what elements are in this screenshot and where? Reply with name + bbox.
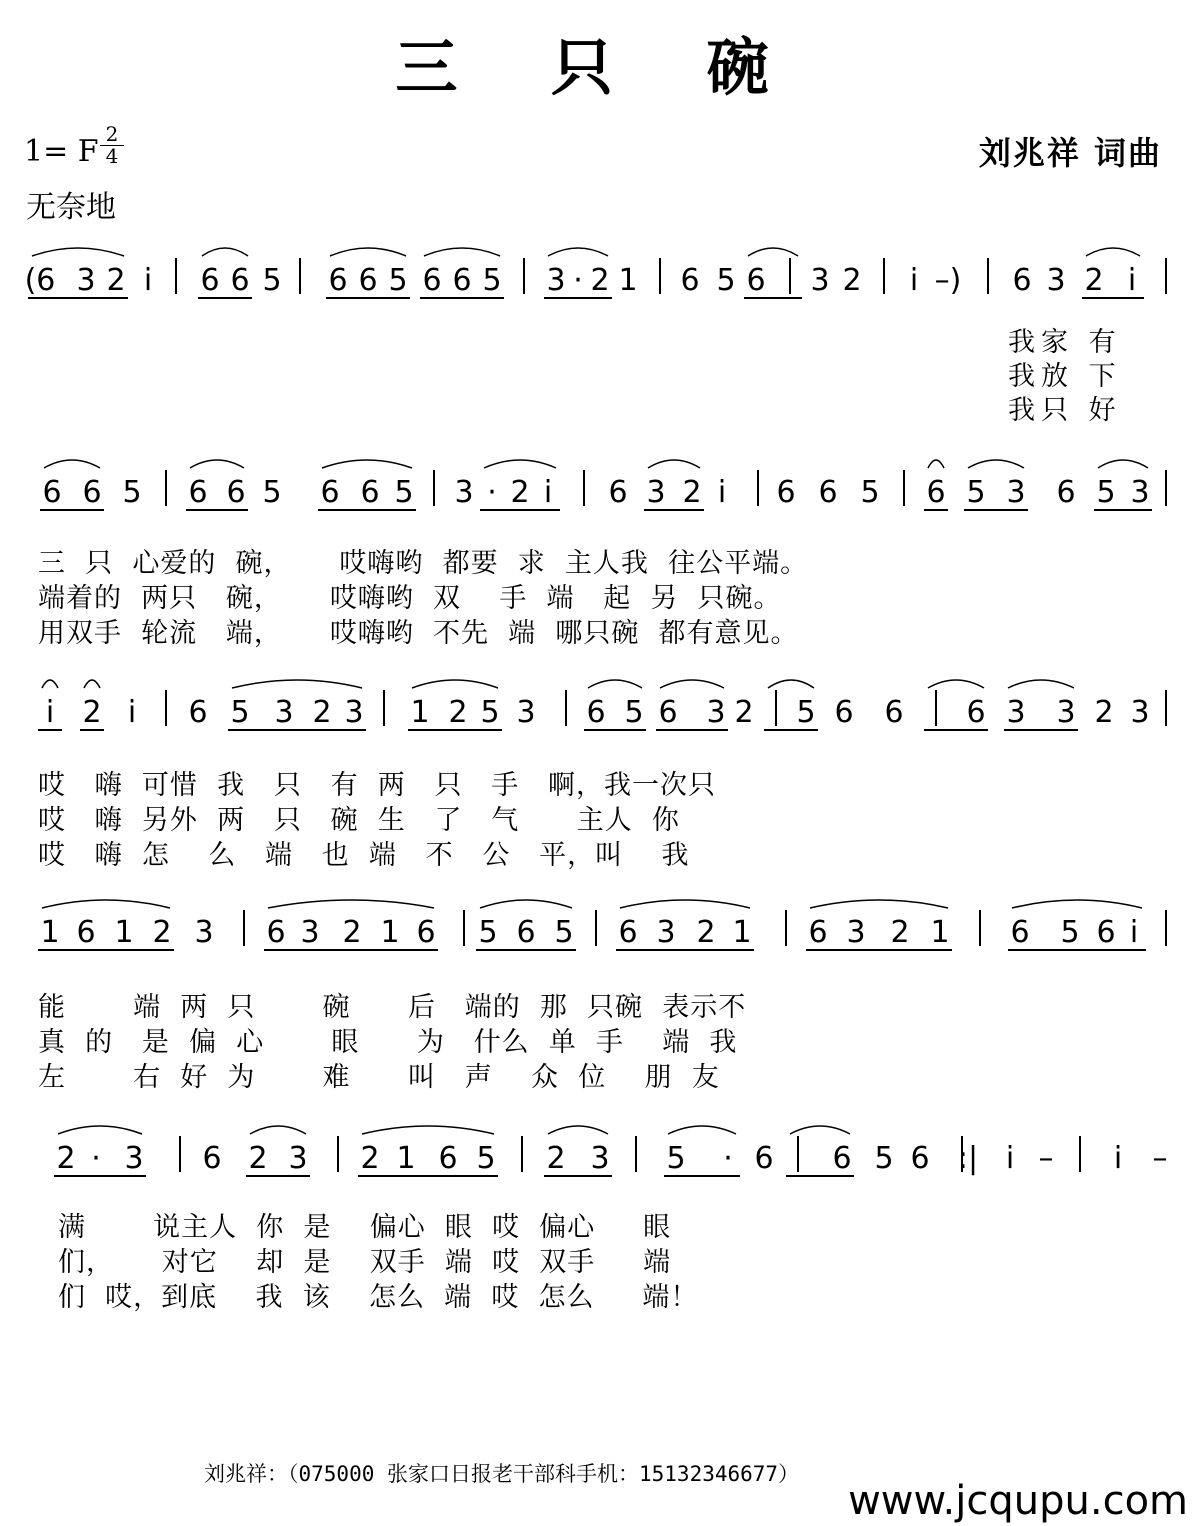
note: 5 [860, 475, 880, 510]
note: 3 [1006, 695, 1026, 730]
note: 6 [76, 915, 96, 950]
note: 3 [124, 1141, 144, 1176]
slur [660, 680, 724, 688]
note: 3 [1046, 263, 1066, 298]
note: 5 [624, 695, 644, 730]
note: 6 [188, 475, 208, 510]
tempo-marking: 无奈地 [26, 190, 116, 225]
slur [1086, 248, 1140, 256]
note: 5 [874, 1141, 894, 1176]
note: 3 [1056, 695, 1076, 730]
note: i [45, 695, 55, 730]
note: 5 [554, 915, 574, 950]
lyric-r3-v1: 哎 嗨 可惜 我 只 有 两 只 手 啊，我一次只 [38, 770, 716, 801]
lyric-r1-v3: 我只 好 [1008, 395, 1122, 426]
note: 3 [1006, 475, 1026, 510]
note: 5 [482, 263, 502, 298]
note: 3 [706, 695, 726, 730]
note: 6 [230, 263, 250, 298]
time-signature [100, 124, 124, 166]
note: i [543, 475, 553, 510]
note: 1 [114, 915, 134, 950]
note: 2 [842, 263, 862, 298]
slur [480, 900, 572, 908]
note: 6 [416, 915, 436, 950]
note: 2 [106, 263, 126, 298]
lyric-r5-v2: 们， 对它 却 是 双手 端 哎 双手 端 [58, 1247, 672, 1278]
slur [548, 248, 608, 256]
note: 6 [328, 263, 348, 298]
note: 2 [56, 1141, 76, 1176]
slur [548, 1126, 608, 1134]
note: 6 [926, 475, 946, 510]
note: i [143, 263, 153, 298]
note: 2 [510, 475, 530, 510]
slur [424, 248, 500, 256]
note: 5 [1060, 915, 1080, 950]
note: 1 [380, 915, 400, 950]
slur [42, 900, 170, 908]
note: 3 [846, 915, 866, 950]
note: 3 [274, 695, 294, 730]
slur [668, 1126, 736, 1134]
note: 3 [1130, 695, 1150, 730]
note: 6 [680, 263, 700, 298]
key-signature: 1= F [24, 134, 99, 169]
note: 3 [1130, 475, 1150, 510]
slur [790, 1126, 850, 1134]
note: 2 [682, 475, 702, 510]
slur [1012, 900, 1142, 908]
note: 6 [818, 475, 838, 510]
note: –) [934, 263, 962, 298]
note: 3 [300, 915, 320, 950]
note: 6 [202, 1141, 222, 1176]
note: 6 [422, 263, 442, 298]
note: 1 [732, 915, 752, 950]
lyric-r5-v1: 满 说主人 你 是 偏心 眼 哎 偏心 眼 [58, 1212, 672, 1243]
note: 1 [930, 915, 950, 950]
note: (6 [24, 263, 56, 298]
note: 5 [716, 263, 736, 298]
note: 6 [452, 263, 472, 298]
note: – [1038, 1141, 1054, 1176]
lyric-r1-v1: 我家 有 [1008, 327, 1122, 358]
note: 6 [188, 695, 208, 730]
note: 6 [808, 915, 828, 950]
note: 5 [230, 695, 250, 730]
note: 2 [82, 695, 102, 730]
slur [362, 1126, 494, 1134]
note: 5 [262, 475, 282, 510]
note: 6 [266, 915, 286, 950]
slur [648, 460, 700, 468]
note: 5 [478, 915, 498, 950]
note: 6 [834, 695, 854, 730]
note: 1 [40, 915, 60, 950]
lyric-r3-v3: 哎 嗨 怎 么 端 也 端 不 公 平，叫 我 [38, 840, 690, 871]
note: 2 [312, 695, 332, 730]
score-row-4 [0, 902, 1200, 972]
slur [58, 1126, 142, 1134]
note: 5 [394, 475, 414, 510]
note: i [1127, 263, 1137, 298]
note: 2 [734, 695, 754, 730]
note: 3 [546, 263, 566, 298]
score-row-3 [0, 682, 1200, 752]
note: 3 [344, 695, 364, 730]
note: 6 [320, 475, 340, 510]
note: 6 [746, 263, 766, 298]
note: 6 [754, 1141, 774, 1176]
note: 3 [656, 915, 676, 950]
slur [1008, 680, 1074, 688]
note: 2 [590, 263, 610, 298]
slur [202, 248, 248, 256]
contact-footer: 刘兆祥：（075000 张家口日报老干部科手机：15132346677） [204, 1462, 800, 1486]
note: 1 [410, 695, 430, 730]
note: 6 [1010, 915, 1030, 950]
note: – [1152, 1141, 1168, 1176]
note: 5 [388, 263, 408, 298]
slur [42, 680, 58, 688]
note: 2 [152, 915, 172, 950]
lyric-r5-v3: 们 哎，到底 我 该 怎么 端 哎 怎么 端！ [58, 1282, 699, 1313]
note: 5 [480, 695, 500, 730]
note: 6 [658, 695, 678, 730]
lyric-r4-v1: 能 端 两 只 碗 后 端的 那 只碗 表示不 [38, 992, 747, 1023]
note: 6 [360, 475, 380, 510]
note: · [487, 475, 497, 510]
lyric-r2-v3: 用双手 轮流 端， 哎嗨哟 不先 端 哪只碗 都有意见。 [38, 618, 799, 649]
note: 3 [288, 1141, 308, 1176]
lyric-r2-v1: 三 只 心爱的 碗， 哎嗨哟 都要 求 主人我 往公平端。 [38, 548, 809, 579]
note: 3 [590, 1141, 610, 1176]
note: 3 [810, 263, 830, 298]
note: 2 [1084, 263, 1104, 298]
note: 5 [476, 1141, 496, 1176]
lyric-r4-v3: 左 右 好 为 难 叫 声 众 位 朋 友 [38, 1062, 720, 1093]
note: 6 [516, 915, 536, 950]
note: 5 [262, 263, 282, 298]
note: 6 [42, 475, 62, 510]
lyric-r2-v2: 端着的 两只 碗， 哎嗨哟 双 手 端 起 另 只碗。 [38, 583, 782, 614]
note: · [573, 263, 583, 298]
note: 2 [448, 695, 468, 730]
note: 6 [618, 915, 638, 950]
song-title: 三 只 碗 [395, 31, 805, 104]
note: 6 [1056, 475, 1076, 510]
note: 6 [966, 695, 986, 730]
note: 3 [646, 475, 666, 510]
note: 2 [248, 1141, 268, 1176]
slur [232, 680, 362, 688]
slur [250, 1126, 306, 1134]
slur [268, 900, 434, 908]
note: 6 [226, 475, 246, 510]
slur [1098, 460, 1148, 468]
slur [928, 460, 944, 468]
note: 6 [910, 1141, 930, 1176]
lyric-r4-v2: 真 的 是 偏 心 眼 为 什么 单 手 端 我 [38, 1027, 738, 1058]
note: 3 [454, 475, 474, 510]
note: 6 [884, 695, 904, 730]
note: 2 [342, 915, 362, 950]
time-signature-top: 2 [100, 124, 124, 146]
note: 2 [890, 915, 910, 950]
note: 6 [776, 475, 796, 510]
slur [412, 680, 498, 688]
note: · [723, 1141, 733, 1176]
note: i [909, 263, 919, 298]
note: i [1005, 1141, 1015, 1176]
slur [44, 460, 100, 468]
slur [190, 460, 244, 468]
note: 6 [438, 1141, 458, 1176]
slur [968, 460, 1024, 468]
note: 6 [200, 263, 220, 298]
note: i [127, 695, 137, 730]
note: i [1113, 1141, 1123, 1176]
note: 3 [516, 695, 536, 730]
lyric-r3-v2: 哎 嗨 另外 两 只 碗 生 了 气 主人 你 [38, 805, 680, 836]
note: 2 [1094, 695, 1114, 730]
score-row-5 [0, 1128, 1200, 1198]
note: 6 [82, 475, 102, 510]
note: 6 [832, 1141, 852, 1176]
note: 6 [1012, 263, 1032, 298]
note: 5 [966, 475, 986, 510]
slur [748, 248, 798, 256]
composer: 刘兆祥 词曲 [978, 134, 1162, 172]
slur [330, 248, 406, 256]
note: 1 [396, 1141, 416, 1176]
note: 2 [546, 1141, 566, 1176]
lyric-r1-v2: 我放 下 [1008, 361, 1122, 392]
slur [322, 460, 412, 468]
slur [32, 248, 124, 256]
slur [928, 680, 984, 688]
note: 6 [1096, 915, 1116, 950]
slur [810, 900, 948, 908]
note: 5 [796, 695, 816, 730]
time-signature-bottom: 4 [105, 144, 119, 168]
note: i [717, 475, 727, 510]
slur [484, 460, 556, 468]
slur [620, 900, 750, 908]
note: 2 [696, 915, 716, 950]
note: 2 [360, 1141, 380, 1176]
note: 6 [358, 263, 378, 298]
slur [84, 680, 100, 688]
note: :| [957, 1141, 979, 1176]
score-row-1 [0, 250, 1200, 320]
note: 5 [122, 475, 142, 510]
note: 6 [586, 695, 606, 730]
note: 6 [608, 475, 628, 510]
score-row-2 [0, 462, 1200, 532]
note: 3 [194, 915, 214, 950]
slur [588, 680, 642, 688]
note: i [1129, 915, 1139, 950]
note: 5 [666, 1141, 686, 1176]
note: · [91, 1141, 101, 1176]
site-watermark: www.jcqupu.com [848, 1478, 1188, 1524]
note: 3 [76, 263, 96, 298]
slur [768, 680, 814, 688]
note: 5 [1096, 475, 1116, 510]
note: 1 [618, 263, 638, 298]
